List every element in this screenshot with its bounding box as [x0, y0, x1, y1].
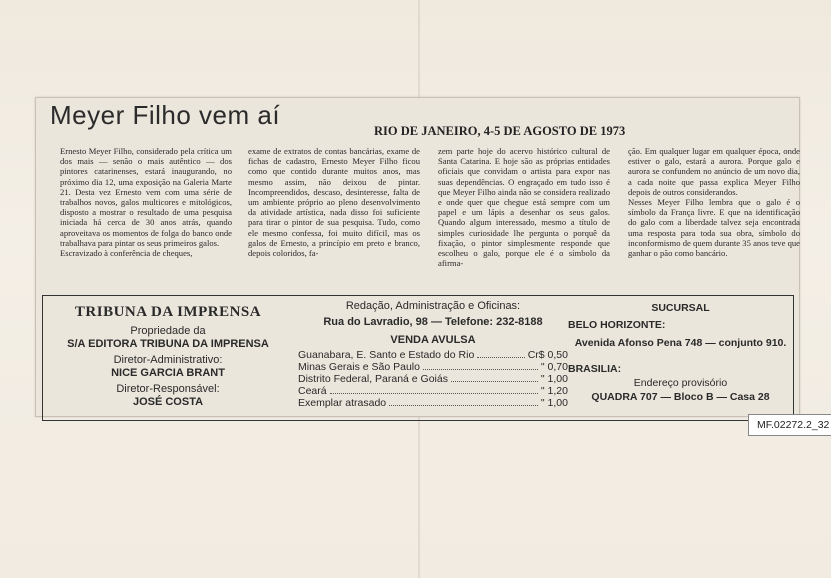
venda-price: " 1,00	[540, 397, 568, 409]
ownership-label: Propriedade da	[130, 325, 206, 337]
brasilia-label: BRASILIA:	[568, 363, 622, 375]
resp-director-label: Diretor-Responsável:	[116, 383, 220, 395]
venda-table	[298, 349, 568, 409]
brasilia-note: Endereço provisório	[633, 377, 728, 389]
venda-price: " 1,20	[540, 385, 568, 397]
venda-region: Minas Gerais e São Paulo	[298, 361, 420, 373]
admin-director-name: NICE GARCIA BRANT	[111, 367, 225, 379]
article-column-3: zem parte hoje do acervo histórico cultural de Santa Catarina. E hoje são as próprias entidades oficiais que convidam o artista para expor nas suas dependências. O engraçado em tudo isso é que Meyer Filho ainda não se considera realizado e onde quer que chegue está sempre com um papel e um lápis a desenhar os seus galos. Quando algum interessado, mesmo a título de simples curiosidade lhe pergunta o porquê da fixação, o pintor simplesmente responde que escolheu o galo, porque ele é o símbolo da afirma-	[438, 146, 610, 269]
masthead-box	[42, 295, 794, 421]
article-column-2: exame de extratos de contas bancárias, exame de fichas de cadastro, Ernesto Meyer Filho ficou como que contido durante muitos anos, mas mesmo assim, não deixou de pintar. Incompreendidos, descaso, desinteresse, falta de um ambiente próprio ao pleno desenvolvimento da atividade artística, nada disso foi suficiente para tirar o pintor de sua pesquisa. Tudo, como ele mesmo confessa, foi muito difícil, mas os galos de Ernesto, a princípio em preto e branco, depois coloridos, fa-	[248, 146, 420, 259]
resp-director-name: JOSÉ COSTA	[132, 396, 204, 408]
bh-address: Avenida Afonso Pena 748 — conjunto 910.	[574, 337, 787, 349]
venda-region: Distrito Federal, Paraná e Goiás	[298, 373, 448, 385]
venda-region: Exemplar atrasado	[298, 397, 387, 409]
catalog-tag: MF.02272.2_32	[748, 414, 831, 436]
masthead-title: TRIBUNA DA IMPRENSA	[74, 304, 262, 320]
venda-price: " 1,00	[540, 373, 568, 385]
sucursal-title: SUCURSAL	[651, 302, 710, 314]
venda-price: Cr$ 0,50	[527, 349, 568, 361]
office-address: Rua do Lavradio, 98 — Telefone: 232-8188	[323, 316, 543, 328]
venda-row	[298, 397, 568, 409]
venda-row	[298, 385, 568, 397]
masthead-sucursal-block	[568, 302, 793, 403]
admin-director-label: Diretor-Administrativo:	[113, 354, 223, 366]
masthead-publisher-block	[43, 296, 293, 409]
newspaper-clipping	[35, 97, 800, 417]
article-dateline: RIO DE JANEIRO, 4-5 DE AGOSTO DE 1973	[374, 124, 626, 138]
article-column-1: Ernesto Meyer Filho, considerado pela crítica um dos mais — senão o mais autêntico — dos pintores catarinenses, estará inaugurando, no próximo dia 12, uma exposição na Galeria Marte 21. Desta vez Ernesto vem com uma série de trabalhos novos, galos multicores e mitológicos, disposto a mostrar o resultado de uma pesquisa iniciada há cerca de 30 anos atrás, quando aproveitava os momentos de folga do banco onde trabalhava para pintar os seus primeiros galos. Escravizado à conferência de cheques,	[60, 146, 232, 259]
venda-title: VENDA AVULSA	[390, 334, 476, 346]
article-column-4: ção. Em qualquer lugar em qualquer época, onde estiver o galo, estará a aurora. Porque galo e aurora se confundem no anúncio de um novo dia, a cada noite que passa explica Meyer Filho depois de outros considerandos. Nesses Meyer Filho lembra que o galo é o símbolo da França livre. E que na identificação do galo com a liberdade talvez seja encontrada uma resposta para toda sua obra, símbolo do inconformismo de quem durante 35 anos teve que ganhar o pão como bancário.	[628, 146, 800, 259]
bh-label: BELO HORIZONTE:	[568, 319, 666, 331]
venda-region: Guanabara, E. Santo e Estado do Rio	[298, 349, 475, 361]
office-label: Redação, Administração e Oficinas:	[345, 300, 521, 312]
masthead-office-block	[298, 300, 568, 409]
venda-region: Ceará	[298, 385, 327, 397]
venda-row	[298, 373, 568, 385]
venda-price: " 0,70	[540, 361, 568, 373]
venda-row	[298, 349, 568, 361]
venda-row	[298, 361, 568, 373]
article-headline: Meyer Filho vem aí	[50, 100, 281, 130]
brasilia-address: QUADRA 707 — Bloco B — Casa 28	[591, 391, 770, 403]
publisher-name: S/A EDITORA TRIBUNA DA IMPRENSA	[67, 338, 269, 350]
